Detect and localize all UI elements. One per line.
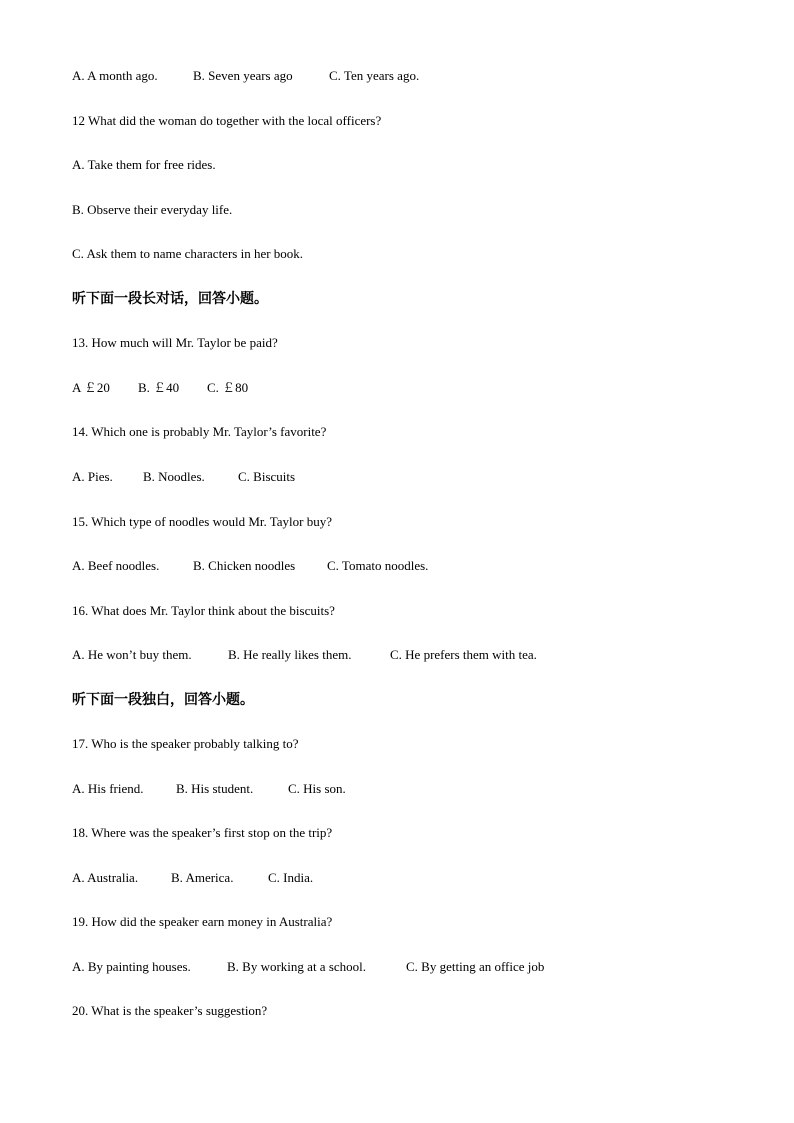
q16-question: 16. What does Mr. Taylor think about the biscuits? [72,603,335,618]
q18-option-a: A. Australia. [72,870,139,885]
q19-option-a: A. By painting houses. [72,959,191,974]
q12-option-b: B. Observe their everyday life. [72,202,233,217]
q13-question: 13. How much will Mr. Taylor be paid? [72,335,278,350]
q12-question: 12 What did the woman do together with the local officers? [72,113,382,128]
q15-option-b: B. Chicken noodles [193,558,296,573]
q19-option-b: B. By working at a school. [227,959,367,974]
q14-option-a: A. Pies. [72,469,113,484]
q17-option-b: B. His student. [176,781,254,796]
q18-option-b: B. America. [171,870,234,885]
q16-option-a: A. He won’t buy them. [72,647,192,662]
section-heading-monologue: 听下面一段独白，回答小题。 [72,692,254,708]
q19-question: 19. How did the speaker earn money in Australia? [72,914,333,929]
q17-question: 17. Who is the speaker probably talking to? [72,736,299,751]
section-heading-dialogue: 听下面一段长对话，回答小题。 [72,291,268,307]
q20-question: 20. What is the speaker’s suggestion? [72,1003,268,1018]
q15-option-a: A. Beef noodles. [72,558,160,573]
q17-option-a: A. His friend. [72,781,144,796]
q15-question: 15. Which type of noodles would Mr. Taylor buy? [72,514,333,529]
q15-option-c: C. Tomato noodles. [327,558,429,573]
q14-question: 14. Which one is probably Mr. Taylor’s favorite? [72,424,327,439]
q13-option-c: C. ￡80 [207,380,249,395]
q19-option-c: C. By getting an office job [406,959,545,974]
q11-option-a: A. A month ago. [72,68,158,83]
q11-option-b: B. Seven years ago [193,68,293,83]
q18-option-c: C. India. [268,870,314,885]
q12-option-a: A. Take them for free rides. [72,157,216,172]
q12-option-c: C. Ask them to name characters in her book. [72,246,304,261]
q13-option-a: A ￡20 [72,380,110,395]
q18-question: 18. Where was the speaker’s first stop on the trip? [72,825,333,840]
q11-option-c: C. Ten years ago. [329,68,420,83]
q16-option-c: C. He prefers them with tea. [390,647,537,662]
q14-option-b: B. Noodles. [143,469,205,484]
q13-option-b: B. ￡40 [138,380,180,395]
q14-option-c: C. Biscuits [238,469,296,484]
q17-option-c: C. His son. [288,781,346,796]
q16-option-b: B. He really likes them. [228,647,352,662]
